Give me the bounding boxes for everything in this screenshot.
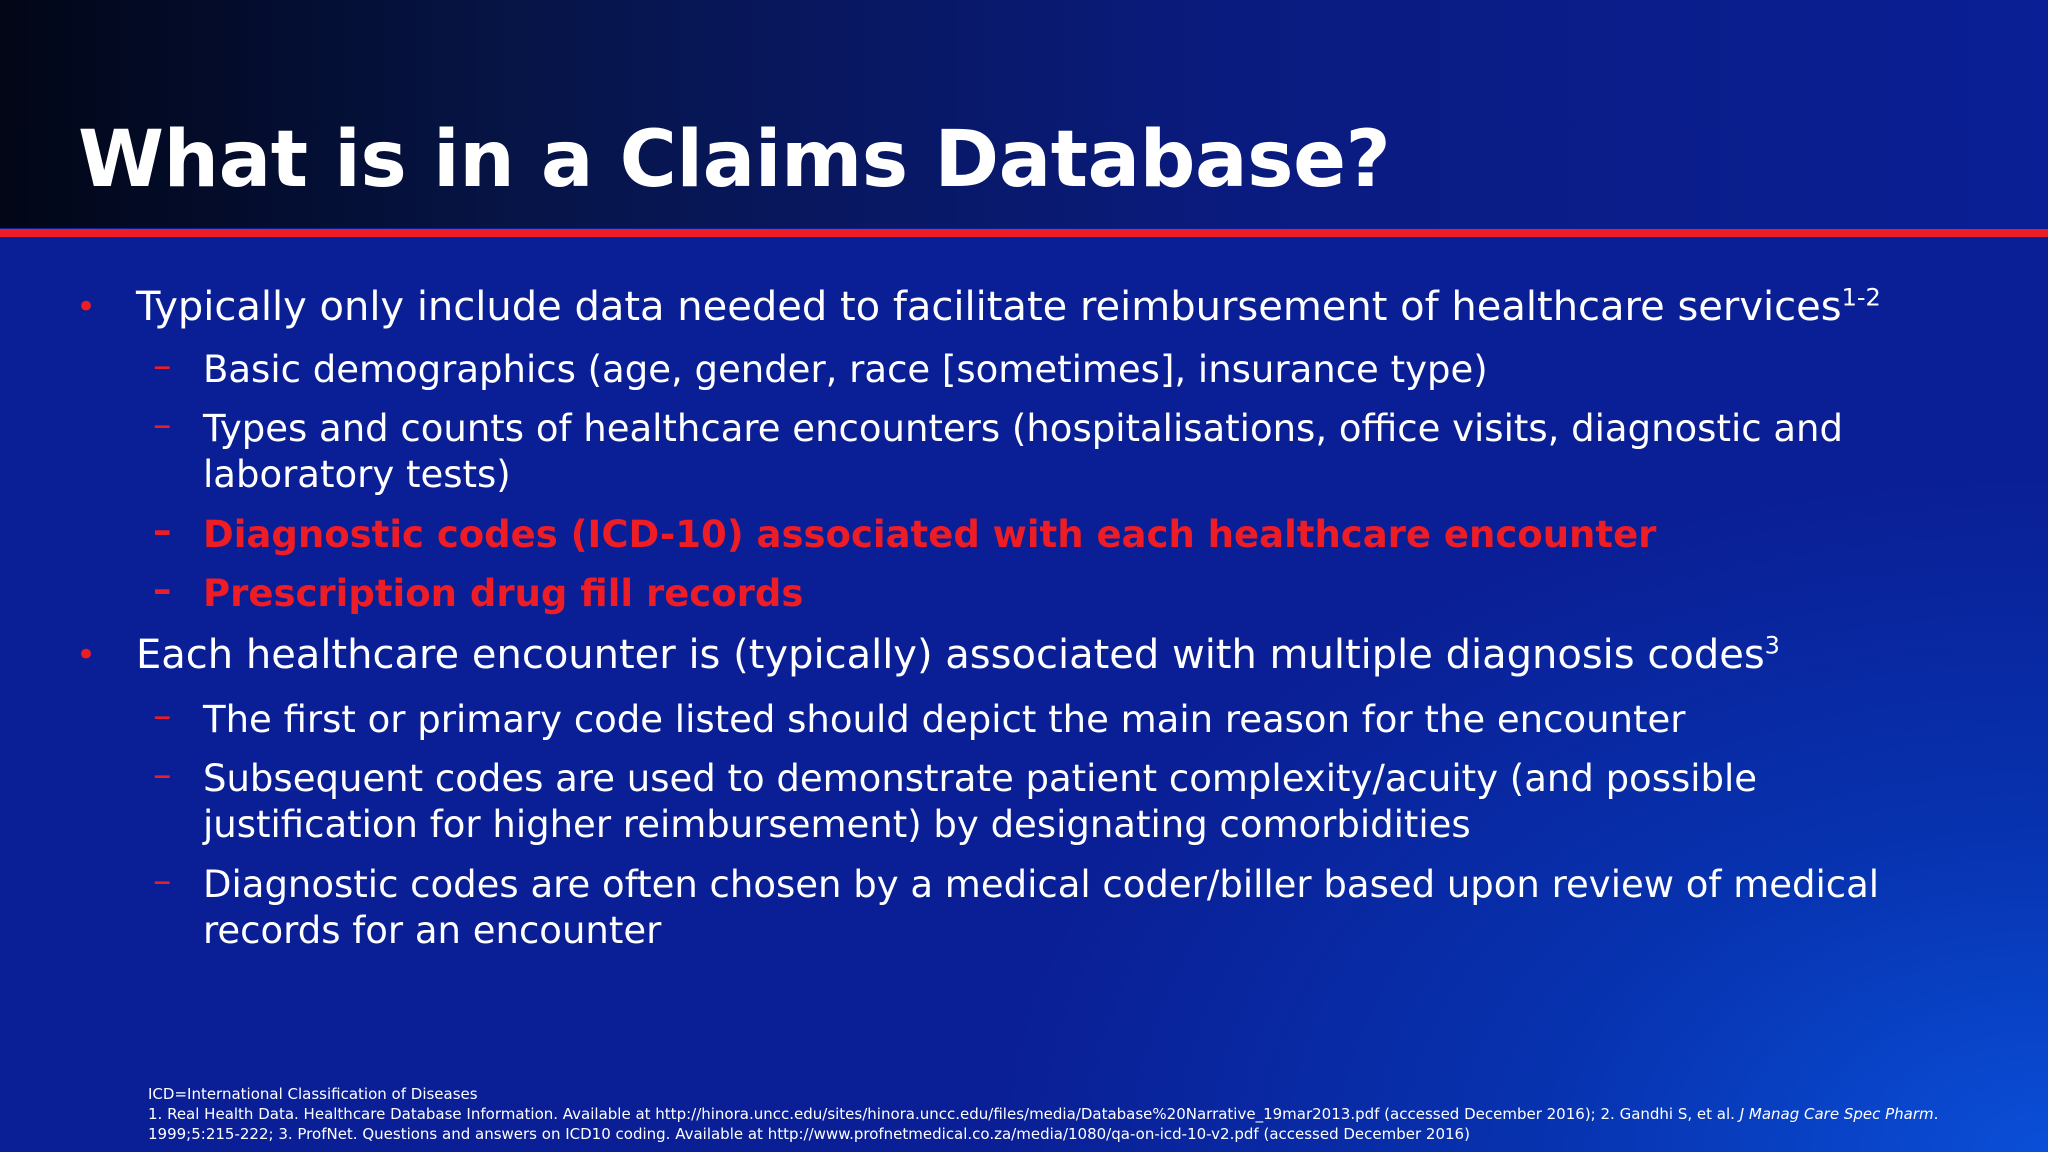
dash-icon: – (153, 568, 172, 611)
bullet-text: Typically only include data needed to facilitate reimbursement of healthcare services (136, 284, 1842, 330)
sub-bullet-prescription-fills (153, 568, 1943, 617)
dash-icon: – (153, 694, 172, 737)
reference-line-1 (148, 1104, 2028, 1124)
abbreviation-note: ICD=International Classification of Diseases (148, 1085, 478, 1103)
dash-icon: – (153, 859, 172, 902)
slide-title: What is in a Claims Database? (78, 115, 1391, 205)
sub-bullet-text: Prescription drug fill records (203, 572, 804, 615)
sub-bullet-text: Types and counts of healthcare encounters (hospitalisations, office visits, diagnostic and laboratory tests) (203, 407, 1843, 496)
citation-superscript: 1-2 (1841, 283, 1881, 312)
dash-icon: – (153, 509, 172, 552)
sub-bullet-text: Diagnostic codes (ICD-10) associated with each healthcare encounter (203, 513, 1657, 556)
sub-bullet-encounters (153, 403, 1943, 498)
sub-bullet-diagnostic-codes (153, 509, 1943, 558)
sub-bullet-coder-selection (153, 859, 1943, 954)
reference-text: 1. Real Health Data. Healthcare Database Information. Available at http://hinora.uncc.edu/sites/hinora.uncc.edu/files/media/Database%20Narrative_19mar2013.pdf (accessed December 2016); 2. Gandhi S, et al. (148, 1105, 1735, 1123)
sub-bullet-text: The first or primary code listed should depict the main reason for the encounter (203, 698, 1686, 741)
reference-text-end: . (1933, 1105, 1939, 1123)
dash-icon: – (153, 344, 172, 387)
title-divider (0, 229, 2048, 237)
footnotes (148, 1084, 2028, 1144)
journal-name: J Manag Care Spec Pharm (1739, 1105, 1934, 1123)
bullet-dot-icon: • (76, 635, 97, 675)
sub-bullet-primary-code (153, 694, 1943, 743)
bullet-reimbursement-data (76, 283, 2016, 330)
sub-bullet-text: Diagnostic codes are often chosen by a medical coder/biller based upon review of medical records for an encounter (203, 863, 1880, 952)
citation-superscript: 3 (1764, 631, 1780, 660)
sub-bullet-subsequent-codes (153, 753, 1943, 848)
dash-icon: – (153, 753, 172, 796)
dash-icon: – (153, 403, 172, 446)
bullet-dot-icon: • (76, 287, 97, 327)
sub-bullet-demographics (153, 344, 1943, 393)
sub-bullet-text: Subsequent codes are used to demonstrate patient complexity/acuity (and possible justification for higher reimbursement) by designating comorbidities (203, 757, 1758, 846)
sub-bullet-text: Basic demographics (age, gender, race [sometimes], insurance type) (203, 348, 1488, 391)
bullet-multiple-diagnosis-codes (76, 631, 2016, 678)
reference-line-2: 1999;5:215-222; 3. ProfNet. Questions and answers on ICD10 coding. Available at http://www.profnetmedical.co.za/media/1080/qa-on-icd-10-v2.pdf (accessed December 2016) (148, 1125, 1470, 1143)
bullet-text: Each healthcare encounter is (typically) associated with multiple diagnosis codes (136, 632, 1765, 678)
